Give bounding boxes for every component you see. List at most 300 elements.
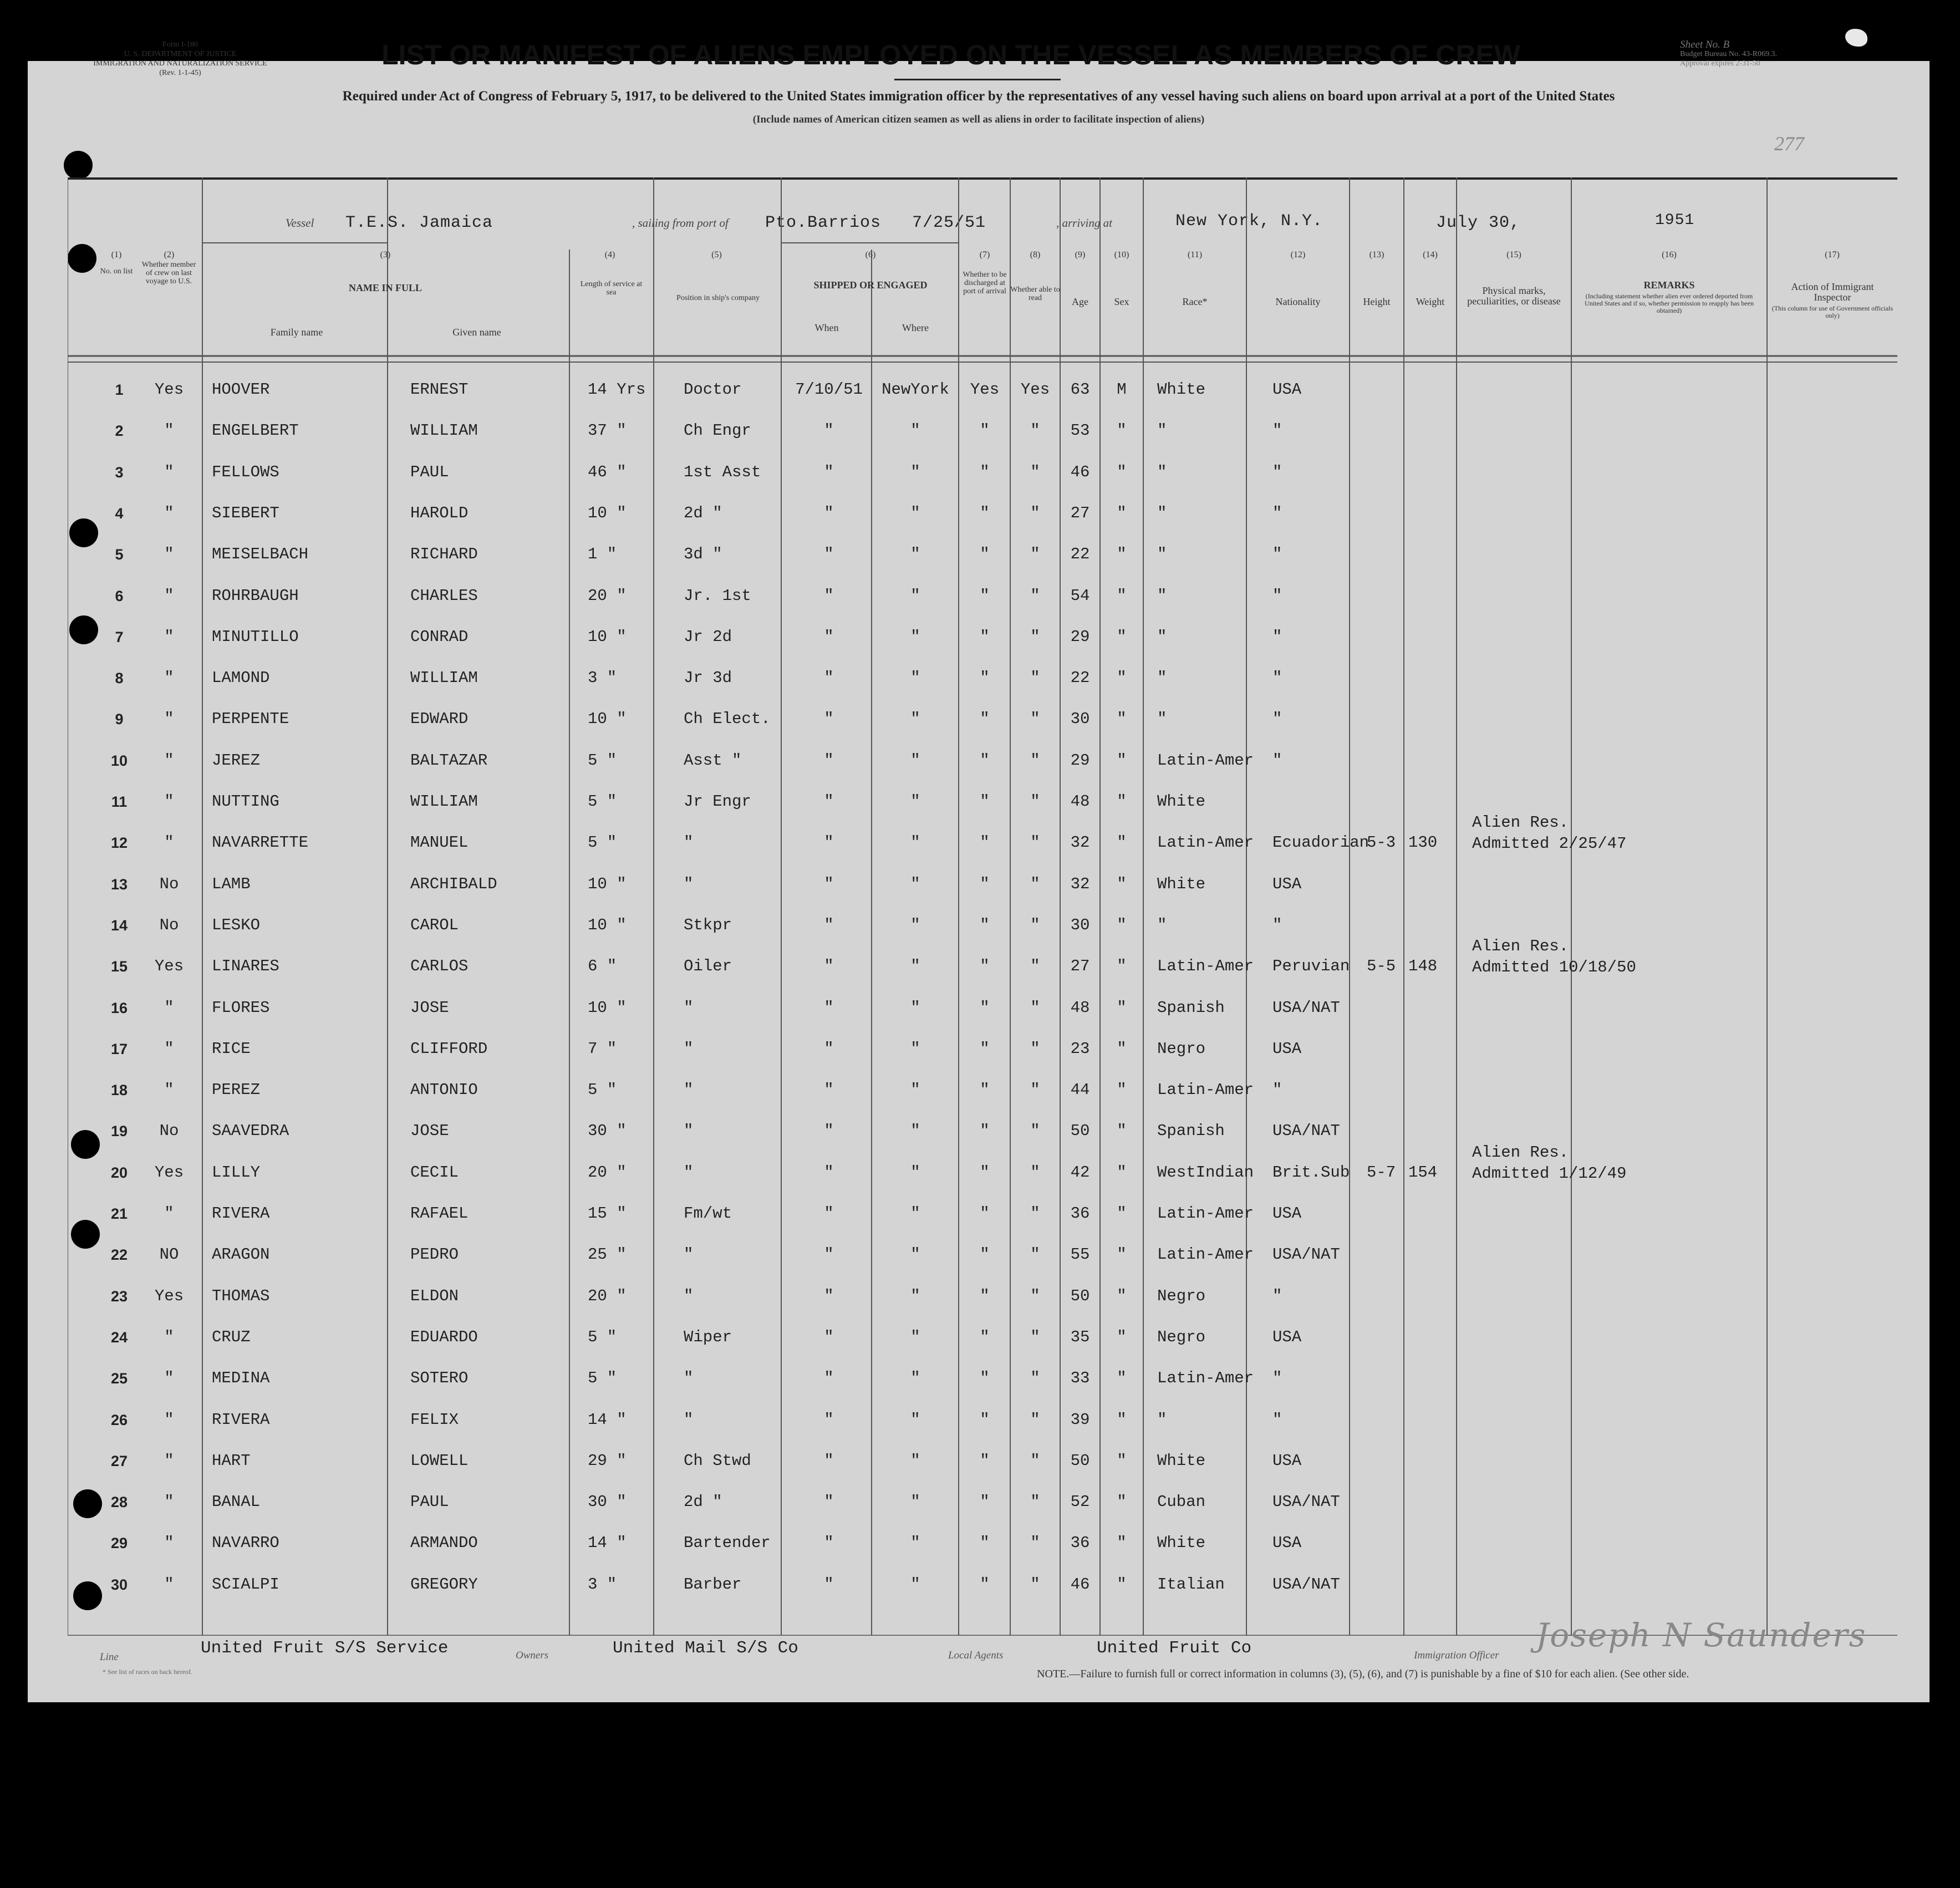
race: Negro	[1157, 1286, 1206, 1305]
height	[1367, 1234, 1411, 1275]
crew-member-status: "	[164, 627, 174, 646]
sex: M	[1117, 380, 1127, 399]
sex: "	[1117, 1286, 1127, 1305]
weight	[1408, 1070, 1447, 1111]
position: "	[684, 833, 694, 852]
given-name: PAUL	[410, 462, 449, 481]
stamp-number: 277	[1774, 133, 1804, 155]
table-row	[0, 1234, 1960, 1275]
to-be-discharged: "	[980, 627, 990, 646]
nationality: "	[1272, 421, 1282, 440]
nationality: "	[1272, 503, 1282, 522]
shipped-where: "	[910, 627, 920, 646]
shipped-where: "	[910, 1327, 920, 1346]
nationality: "	[1272, 462, 1282, 481]
family-name: RIVERA	[212, 1410, 270, 1429]
age: 50	[1070, 1122, 1090, 1141]
race: "	[1157, 462, 1167, 481]
given-name: SOTERO	[410, 1369, 469, 1388]
remarks-admitted: Admitted 10/18/50	[1472, 958, 1636, 977]
length-of-service: 10 "	[588, 627, 627, 646]
shipped-when: 7/10/51	[795, 380, 863, 399]
able-to-read: Yes	[1020, 380, 1050, 399]
sex: "	[1117, 792, 1127, 811]
family-name: NAVARRETTE	[212, 833, 309, 852]
given-name: PAUL	[410, 1493, 449, 1512]
age: 36	[1070, 1534, 1090, 1553]
weight	[1408, 1317, 1447, 1358]
age: 44	[1070, 1081, 1090, 1100]
to-be-discharged: "	[980, 669, 990, 688]
row-number: 13	[110, 876, 128, 893]
nationality: USA	[1272, 1039, 1302, 1058]
age: 32	[1070, 874, 1090, 893]
table-row	[0, 493, 1960, 534]
age: 48	[1070, 792, 1090, 811]
shipped-when: "	[824, 1534, 834, 1553]
sex: "	[1117, 586, 1127, 605]
table-row	[0, 1400, 1960, 1441]
shipped-when: "	[824, 1369, 834, 1388]
nationality: USA	[1272, 1534, 1302, 1553]
given-name: JOSE	[410, 1122, 449, 1141]
table-row	[0, 699, 1960, 740]
weight: 130	[1408, 833, 1438, 852]
age: 32	[1070, 833, 1090, 852]
shipped-where: "	[910, 1039, 920, 1058]
shipped-where: "	[910, 669, 920, 688]
position: "	[684, 1245, 694, 1264]
given-name: ANTONIO	[410, 1081, 478, 1100]
height	[1367, 699, 1411, 740]
crew-member-status: No	[159, 874, 179, 893]
race: Latin-Amer	[1157, 833, 1254, 852]
shipped-when: "	[824, 1204, 834, 1223]
position: Oiler	[684, 957, 732, 976]
table-row	[0, 937, 1960, 987]
family-name: NAVARRO	[212, 1534, 279, 1553]
arriving-port: New York, N.Y.	[1175, 212, 1323, 231]
shipped-where: "	[910, 1410, 920, 1429]
penalty-note: NOTE.—Failure to furnish full or correct information in columns (3), (5), (6), and (7) is punishable by a fine of $10 for each alien. (See other side.	[1037, 1668, 1689, 1680]
shipped-where: "	[910, 1451, 920, 1470]
able-to-read: "	[1030, 669, 1040, 688]
age: 33	[1070, 1369, 1090, 1388]
nationality: "	[1272, 545, 1282, 564]
race: "	[1157, 421, 1167, 440]
weight	[1408, 1234, 1447, 1275]
weight	[1408, 1482, 1447, 1523]
crew-member-status: "	[164, 1493, 174, 1512]
given-name: MANUEL	[410, 833, 469, 852]
position: Ch Stwd	[684, 1451, 751, 1470]
shipped-when: "	[824, 957, 834, 976]
able-to-read: "	[1030, 915, 1040, 934]
length-of-service: 30 "	[588, 1122, 627, 1141]
length-of-service: 30 "	[588, 1493, 627, 1512]
family-name: LINARES	[212, 957, 279, 976]
age: 42	[1070, 1163, 1090, 1182]
given-name: PEDRO	[410, 1245, 459, 1264]
age: 22	[1070, 669, 1090, 688]
length-of-service: 14 "	[588, 1534, 627, 1553]
age: 53	[1070, 421, 1090, 440]
age: 30	[1070, 915, 1090, 934]
row-number: 12	[110, 834, 128, 852]
row-number: 24	[110, 1329, 128, 1346]
race: Italian	[1157, 1575, 1225, 1594]
position: "	[684, 1286, 694, 1305]
length-of-service: 10 "	[588, 503, 627, 522]
sex: "	[1117, 1327, 1127, 1346]
length-of-service: 10 "	[588, 874, 627, 893]
weight	[1408, 452, 1447, 493]
remarks: Alien Res.	[1472, 813, 1569, 832]
to-be-discharged: Yes	[970, 380, 1000, 399]
given-name: GREGORY	[410, 1575, 478, 1594]
race: "	[1157, 710, 1167, 729]
able-to-read: "	[1030, 1039, 1040, 1058]
to-be-discharged: "	[980, 503, 990, 522]
to-be-discharged: "	[980, 1534, 990, 1553]
given-name: ARCHIBALD	[410, 874, 497, 893]
shipped-where: "	[910, 1081, 920, 1100]
crew-member-status: "	[164, 998, 174, 1017]
family-name: LAMB	[212, 874, 251, 893]
race: "	[1157, 545, 1167, 564]
family-name: THOMAS	[212, 1286, 270, 1305]
race: "	[1157, 503, 1167, 522]
length-of-service: 14 "	[588, 1410, 627, 1429]
height: 5-7	[1367, 1163, 1396, 1182]
weight: 154	[1408, 1163, 1438, 1182]
table-row	[0, 1564, 1960, 1605]
able-to-read: "	[1030, 1081, 1040, 1100]
family-name: HART	[212, 1451, 251, 1470]
nationality: USA/NAT	[1272, 1575, 1340, 1594]
crew-member-status: "	[164, 710, 174, 729]
height	[1367, 658, 1411, 699]
length-of-service: 10 "	[588, 710, 627, 729]
table-row	[0, 576, 1960, 617]
age: 46	[1070, 462, 1090, 481]
given-name: ERNEST	[410, 380, 469, 399]
position: Ch Engr	[684, 421, 751, 440]
weight	[1408, 1029, 1447, 1070]
shipped-where: "	[910, 957, 920, 976]
height	[1367, 534, 1411, 575]
to-be-discharged: "	[980, 545, 990, 564]
given-name: CARLOS	[410, 957, 469, 976]
nationality: USA	[1272, 1204, 1302, 1223]
crew-member-status: "	[164, 751, 174, 770]
shipped-when: "	[824, 833, 834, 852]
to-be-discharged: "	[980, 586, 990, 605]
race: White	[1157, 874, 1206, 893]
table-row	[0, 1276, 1960, 1317]
family-name: MINUTILLO	[212, 627, 299, 646]
row-number: 22	[110, 1246, 128, 1264]
height	[1367, 1070, 1411, 1111]
table-row	[0, 1523, 1960, 1564]
height	[1367, 576, 1411, 617]
row-number: 16	[110, 999, 128, 1016]
sex: "	[1117, 710, 1127, 729]
position: Asst "	[684, 751, 742, 770]
length-of-service: 1 "	[588, 545, 617, 564]
length-of-service: 5 "	[588, 1369, 617, 1388]
race: Latin-Amer	[1157, 957, 1254, 976]
race: White	[1157, 1451, 1206, 1470]
able-to-read: "	[1030, 710, 1040, 729]
row-number: 30	[110, 1576, 128, 1593]
nationality: "	[1272, 751, 1282, 770]
nationality: "	[1272, 710, 1282, 729]
crew-member-status: "	[164, 1451, 174, 1470]
able-to-read: "	[1030, 1575, 1040, 1594]
form-identifier: Form I-180 U. S. DEPARTMENT OF JUSTICE IMMIGRATION AND NATURALIZATION SERVICE (Rev. 1-1-45)	[93, 40, 267, 77]
shipped-where: "	[910, 1493, 920, 1512]
height	[1367, 781, 1411, 822]
shipped-where: "	[910, 915, 920, 934]
table-row	[0, 369, 1960, 410]
to-be-discharged: "	[980, 1163, 990, 1182]
able-to-read: "	[1030, 462, 1040, 481]
age: 46	[1070, 1575, 1090, 1594]
shipped-where: "	[910, 751, 920, 770]
row-number: 28	[110, 1494, 128, 1511]
able-to-read: "	[1030, 792, 1040, 811]
given-name: CAROL	[410, 915, 459, 934]
to-be-discharged: "	[980, 1204, 990, 1223]
page-title: LIST OR MANIFEST OF ALIENS EMPLOYED ON THE VESSEL AS MEMBERS OF CREW	[381, 39, 1520, 70]
title-underline	[894, 79, 1061, 80]
able-to-read: "	[1030, 1286, 1040, 1305]
row-number: 14	[110, 917, 128, 934]
given-name: ARMANDO	[410, 1534, 478, 1553]
row-number: 8	[115, 670, 124, 687]
weight	[1408, 369, 1447, 410]
position: Jr Engr	[684, 792, 751, 811]
sex: "	[1117, 1204, 1127, 1223]
table-row	[0, 658, 1960, 699]
sex: "	[1117, 1451, 1127, 1470]
given-name: EDWARD	[410, 710, 469, 729]
to-be-discharged: "	[980, 874, 990, 893]
given-name: ELDON	[410, 1286, 459, 1305]
sex: "	[1117, 669, 1127, 688]
sex: "	[1117, 545, 1127, 564]
shipped-where: "	[910, 833, 920, 852]
race: Negro	[1157, 1327, 1206, 1346]
position: "	[684, 1369, 694, 1388]
length-of-service: 37 "	[588, 421, 627, 440]
family-name: FLORES	[212, 998, 270, 1017]
row-number: 20	[110, 1164, 128, 1181]
table-row	[0, 1070, 1960, 1111]
age: 35	[1070, 1327, 1090, 1346]
sheet-info: Sheet No. B Budget Bureau No. 43-R069.3. Approval expires 2-31-50	[1680, 39, 1777, 68]
length-of-service: 15 "	[588, 1204, 627, 1223]
weight	[1408, 988, 1447, 1029]
position: 3d "	[684, 545, 722, 564]
weight	[1408, 1441, 1447, 1482]
race: White	[1157, 792, 1206, 811]
row-number: 6	[115, 587, 124, 604]
to-be-discharged: "	[980, 1575, 990, 1594]
crew-member-status: Yes	[154, 1286, 184, 1305]
shipped-when: "	[824, 1122, 834, 1141]
weight	[1408, 1400, 1447, 1441]
table-row	[0, 617, 1960, 658]
age: 30	[1070, 710, 1090, 729]
age: 52	[1070, 1493, 1090, 1512]
family-name: RICE	[212, 1039, 251, 1058]
weight	[1408, 1564, 1447, 1605]
position: "	[684, 1163, 694, 1182]
nationality: Peruvian	[1272, 957, 1350, 976]
length-of-service: 20 "	[588, 1163, 627, 1182]
nationality: USA/NAT	[1272, 998, 1340, 1017]
line-value: United Fruit S/S Service	[201, 1638, 449, 1658]
age: 54	[1070, 586, 1090, 605]
table-row	[0, 1193, 1960, 1234]
table-row	[0, 864, 1960, 905]
weight	[1408, 576, 1447, 617]
height	[1367, 1276, 1411, 1317]
shipped-where: "	[910, 421, 920, 440]
shipped-when: "	[824, 1081, 834, 1100]
sex: "	[1117, 998, 1127, 1017]
vessel-name: T.E.S. Jamaica	[345, 213, 493, 232]
length-of-service: 14 Yrs	[588, 380, 646, 399]
to-be-discharged: "	[980, 421, 990, 440]
crew-member-status: "	[164, 421, 174, 440]
position: "	[684, 1410, 694, 1429]
table-top-rule	[68, 177, 1897, 180]
sex: "	[1117, 915, 1127, 934]
sex: "	[1117, 957, 1127, 976]
row-number: 9	[115, 711, 124, 728]
family-name: SAAVEDRA	[212, 1122, 289, 1141]
weight	[1408, 1523, 1447, 1564]
nationality: "	[1272, 627, 1282, 646]
remarks: Alien Res.	[1472, 1143, 1569, 1162]
table-row	[0, 740, 1960, 781]
position: Ch Elect.	[684, 710, 771, 729]
race: WestIndian	[1157, 1163, 1254, 1182]
table-row	[0, 410, 1960, 451]
length-of-service: 25 "	[588, 1245, 627, 1264]
row-number: 19	[110, 1123, 128, 1140]
row-number: 4	[115, 505, 124, 522]
row-number: 3	[115, 464, 124, 481]
race: Cuban	[1157, 1493, 1206, 1512]
table-row	[0, 988, 1960, 1029]
to-be-discharged: "	[980, 751, 990, 770]
able-to-read: "	[1030, 1534, 1040, 1553]
nationality: "	[1272, 1081, 1282, 1100]
position: 1st Asst	[684, 462, 761, 481]
crew-member-status: No	[159, 1122, 179, 1141]
sex: "	[1117, 1369, 1127, 1388]
to-be-discharged: "	[980, 1327, 990, 1346]
shipped-when: "	[824, 627, 834, 646]
crew-member-status: "	[164, 462, 174, 481]
to-be-discharged: "	[980, 833, 990, 852]
family-name: BANAL	[212, 1493, 261, 1512]
age: 27	[1070, 957, 1090, 976]
crew-member-status: "	[164, 1081, 174, 1100]
given-name: RICHARD	[410, 545, 478, 564]
nationality: USA/NAT	[1272, 1493, 1340, 1512]
height	[1367, 1523, 1411, 1564]
sex: "	[1117, 1534, 1127, 1553]
row-number: 18	[110, 1082, 128, 1099]
family-name: LESKO	[212, 915, 261, 934]
position: "	[684, 1039, 694, 1058]
to-be-discharged: "	[980, 1039, 990, 1058]
nationality: USA	[1272, 1327, 1302, 1346]
position: Jr 2d	[684, 627, 732, 646]
sailing-port: Pto.Barrios	[765, 213, 882, 232]
owners-value: United Mail S/S Co	[613, 1638, 798, 1658]
height	[1367, 1358, 1411, 1399]
given-name: LOWELL	[410, 1451, 469, 1470]
shipped-where: "	[910, 1575, 920, 1594]
row-number: 25	[110, 1370, 128, 1387]
to-be-discharged: "	[980, 1493, 990, 1512]
given-name: JOSE	[410, 998, 449, 1017]
age: 22	[1070, 545, 1090, 564]
height	[1367, 988, 1411, 1029]
sex: "	[1117, 874, 1127, 893]
weight	[1408, 740, 1447, 781]
given-name: CLIFFORD	[410, 1039, 488, 1058]
given-name: HAROLD	[410, 503, 469, 522]
given-name: WILLIAM	[410, 421, 478, 440]
length-of-service: 10 "	[588, 998, 627, 1017]
family-name: ROHRBAUGH	[212, 586, 299, 605]
punch-hole	[64, 151, 93, 180]
age: 23	[1070, 1039, 1090, 1058]
given-name: WILLIAM	[410, 792, 478, 811]
position: Jr 3d	[684, 669, 732, 688]
shipped-where: "	[910, 545, 920, 564]
table-row	[0, 452, 1960, 493]
crew-member-status: "	[164, 1327, 174, 1346]
table-row	[0, 1317, 1960, 1358]
sex: "	[1117, 1122, 1127, 1141]
subtitle: Required under Act of Congress of February 5, 1917, to be delivered to the United States immigration officer by the representatives of any vessel having such aliens on board upon arrival at a port of the United States	[342, 89, 1615, 104]
row-number: 2	[115, 423, 124, 440]
able-to-read: "	[1030, 503, 1040, 522]
to-be-discharged: "	[980, 1410, 990, 1429]
height	[1367, 1111, 1411, 1152]
race: "	[1157, 1410, 1167, 1429]
height	[1367, 1029, 1411, 1070]
crew-member-status: "	[164, 1369, 174, 1388]
shipped-where: "	[910, 1163, 920, 1182]
punch-hole	[68, 244, 96, 273]
length-of-service: 5 "	[588, 833, 617, 852]
sex: "	[1117, 503, 1127, 522]
age: 29	[1070, 751, 1090, 770]
to-be-discharged: "	[980, 957, 990, 976]
officer-signature: Joseph N Saunders	[1536, 1616, 1867, 1654]
shipped-where: "	[910, 1204, 920, 1223]
row-number: 7	[115, 628, 124, 645]
